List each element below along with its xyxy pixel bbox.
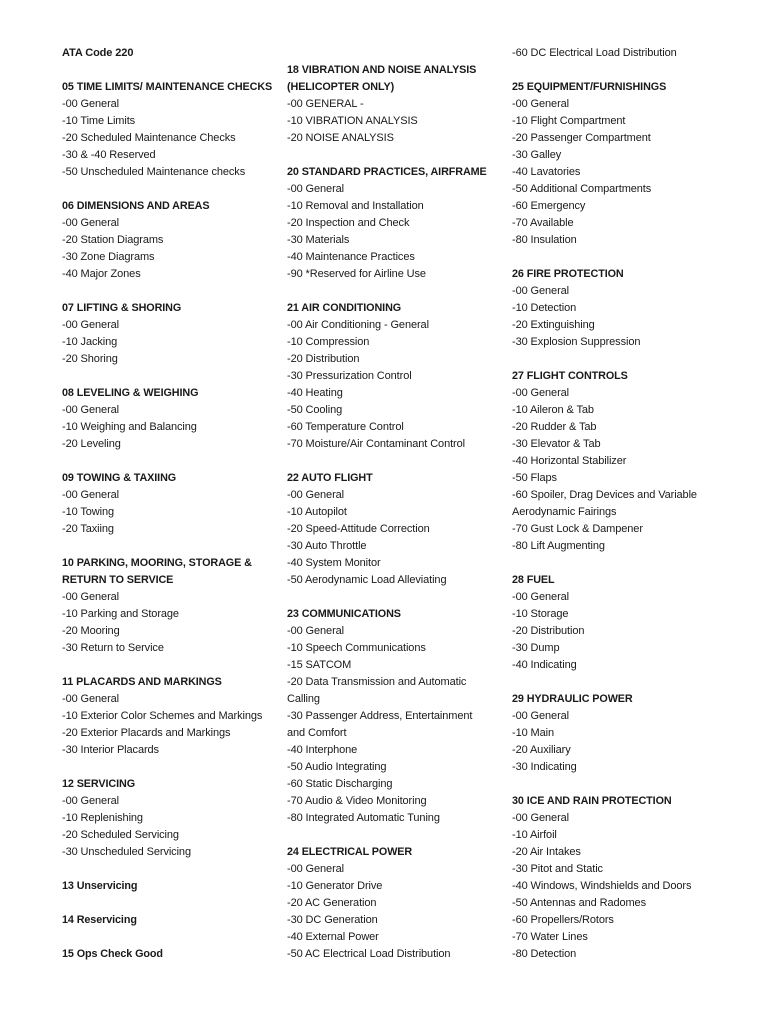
list-item: -60 Emergency [512, 200, 586, 212]
list-item: -10 Autopilot [287, 506, 347, 518]
list-item: -00 General [512, 591, 569, 603]
list-item: -20 Distribution [512, 625, 585, 637]
list-item: -70 Gust Lock & Dampener [512, 523, 643, 535]
list-item: -50 AC Electrical Load Distribution [287, 948, 451, 960]
section-heading: 24 ELECTRICAL POWER [287, 846, 413, 858]
section-heading: 15 Ops Check Good [62, 948, 163, 960]
section-heading: 18 VIBRATION AND NOISE ANALYSIS [287, 64, 477, 76]
list-item: -30 Dump [512, 642, 560, 654]
list-item: -20 Extinguishing [512, 319, 595, 331]
list-item: -20 Auxiliary [512, 744, 571, 756]
list-item: -50 Aerodynamic Load Alleviating [287, 574, 447, 586]
list-item: -40 Windows, Windshields and Doors [512, 880, 692, 892]
blank-line [287, 453, 502, 470]
list-item: -00 General [287, 863, 344, 875]
list-item: -20 Taxiing [62, 523, 114, 535]
list-item: -80 Lift Augmenting [512, 540, 605, 552]
blank-line [62, 759, 277, 776]
column-1 [62, 45, 277, 963]
blank-line [62, 453, 277, 470]
list-item: -40 Major Zones [62, 268, 141, 280]
list-item: -10 Time Limits [62, 115, 136, 127]
list-item: -10 Storage [512, 608, 569, 620]
list-item: -20 Leveling [62, 438, 121, 450]
list-item: -30 Elevator & Tab [512, 438, 601, 450]
list-item: -00 General [287, 183, 344, 195]
blank-line [62, 895, 277, 912]
section-heading: 14 Reservicing [62, 914, 137, 926]
list-item: -60 Propellers/Rotors [512, 914, 614, 926]
list-item: -00 General [62, 591, 119, 603]
list-item: -50 Audio Integrating [287, 761, 387, 773]
list-item: -10 Removal and Installation [287, 200, 424, 212]
blank-line [62, 283, 277, 300]
list-item: -40 Indicating [512, 659, 577, 671]
list-item: -30 Interior Placards [62, 744, 159, 756]
list-item: -10 Airfoil [512, 829, 557, 841]
section-heading: 30 ICE AND RAIN PROTECTION [512, 795, 672, 807]
blank-line [512, 776, 727, 793]
list-item: -30 Materials [287, 234, 350, 246]
list-item: -50 Additional Compartments [512, 183, 652, 195]
list-item: -00 General [512, 387, 569, 399]
list-item: -10 Exterior Color Schemes and Markings [62, 710, 263, 722]
list-item: -00 General [512, 812, 569, 824]
list-item: -20 Speed-Attitude Correction [287, 523, 430, 535]
list-item: -70 Water Lines [512, 931, 588, 943]
list-item: -40 Lavatories [512, 166, 581, 178]
blank-line [287, 827, 502, 844]
list-item: -30 Auto Throttle [287, 540, 367, 552]
section-heading: 10 PARKING, MOORING, STORAGE & [62, 557, 252, 569]
section-heading: 23 COMMUNICATIONS [287, 608, 401, 620]
list-item: -70 Available [512, 217, 574, 229]
list-item: -00 General [62, 98, 119, 110]
list-item: -10 Main [512, 727, 554, 739]
list-item: -40 External Power [287, 931, 379, 943]
list-item: -90 *Reserved for Airline Use [287, 268, 426, 280]
list-item: -10 Generator Drive [287, 880, 383, 892]
list-item: -20 Station Diagrams [62, 234, 164, 246]
list-item: -40 Maintenance Practices [287, 251, 415, 263]
column-2 [287, 45, 502, 963]
list-item: -20 Mooring [62, 625, 120, 637]
list-item: -00 General [287, 625, 344, 637]
document-title: ATA Code 220 [62, 47, 134, 59]
list-item: -60 Spoiler, Drag Devices and Variable [512, 489, 697, 501]
list-item: -30 DC Generation [287, 914, 378, 926]
list-item: -50 Cooling [287, 404, 343, 416]
list-item: -80 Detection [512, 948, 577, 960]
section-heading: RETURN TO SERVICE [62, 574, 174, 586]
section-heading: 22 AUTO FLIGHT [287, 472, 373, 484]
list-item: -00 General [62, 404, 119, 416]
blank-line [62, 181, 277, 198]
list-item: -30 Zone Diagrams [62, 251, 155, 263]
blank-line [62, 861, 277, 878]
section-heading: (HELICOPTER ONLY) [287, 81, 395, 93]
list-item: -30 Unscheduled Servicing [62, 846, 191, 858]
list-item: -00 General [512, 285, 569, 297]
list-item: and Comfort [287, 727, 347, 739]
section-heading: 26 FIRE PROTECTION [512, 268, 624, 280]
list-item: -10 Speech Communications [287, 642, 426, 654]
list-item: -20 Scheduled Servicing [62, 829, 179, 841]
list-item: -30 Return to Service [62, 642, 164, 654]
blank-line [62, 929, 277, 946]
list-item: -40 Interphone [287, 744, 358, 756]
section-heading: 07 LIFTING & SHORING [62, 302, 182, 314]
list-item: -50 Unscheduled Maintenance checks [62, 166, 246, 178]
list-item: -00 General [512, 710, 569, 722]
list-item: Calling [287, 693, 320, 705]
list-item: -10 Compression [287, 336, 370, 348]
list-item: -10 Towing [62, 506, 114, 518]
section-heading: 06 DIMENSIONS AND AREAS [62, 200, 210, 212]
list-item: -00 Air Conditioning - General [287, 319, 429, 331]
column-3 [512, 45, 727, 963]
blank-line [512, 674, 727, 691]
list-item: -20 Distribution [287, 353, 360, 365]
blank-line [512, 555, 727, 572]
list-item: Aerodynamic Fairings [512, 506, 617, 518]
list-item: -30 Pitot and Static [512, 863, 603, 875]
list-item: -10 Aileron & Tab [512, 404, 594, 416]
section-heading: 21 AIR CONDITIONING [287, 302, 402, 314]
list-item: -30 & -40 Reserved [62, 149, 156, 161]
list-item: -50 Flaps [512, 472, 557, 484]
list-item: -10 Jacking [62, 336, 118, 348]
section-heading: 28 FUEL [512, 574, 555, 586]
section-heading: 25 EQUIPMENT/FURNISHINGS [512, 81, 667, 93]
list-item: -10 Replenishing [62, 812, 143, 824]
list-item: -80 Insulation [512, 234, 577, 246]
section-heading: 20 STANDARD PRACTICES, AIRFRAME [287, 166, 487, 178]
section-heading: 11 PLACARDS AND MARKINGS [62, 676, 222, 688]
list-item: -10 Flight Compartment [512, 115, 626, 127]
list-item: -00 General [287, 489, 344, 501]
blank-line [512, 351, 727, 368]
list-item: -00 General [62, 319, 119, 331]
list-item: -15 SATCOM [287, 659, 352, 671]
list-item: -80 Integrated Automatic Tuning [287, 812, 440, 824]
section-heading: 05 TIME LIMITS/ MAINTENANCE CHECKS [62, 81, 273, 93]
list-item: -00 General [62, 795, 119, 807]
blank-line [287, 283, 502, 300]
list-item: -40 Horizontal Stabilizer [512, 455, 627, 467]
blank-line [287, 147, 502, 164]
list-item: -40 System Monitor [287, 557, 381, 569]
blank-line [62, 657, 277, 674]
list-item: -70 Moisture/Air Contaminant Control [287, 438, 465, 450]
list-item: -70 Audio & Video Monitoring [287, 795, 427, 807]
list-item: -00 General [62, 489, 119, 501]
list-item: -20 Air Intakes [512, 846, 581, 858]
section-heading: 29 HYDRAULIC POWER [512, 693, 633, 705]
list-item: -60 DC Electrical Load Distribution [512, 47, 677, 59]
list-item: -60 Temperature Control [287, 421, 404, 433]
blank-line [62, 62, 277, 79]
list-item: -30 Explosion Suppression [512, 336, 641, 348]
blank-line [287, 589, 502, 606]
section-heading: 13 Unservicing [62, 880, 138, 892]
section-heading: 12 SERVICING [62, 778, 136, 790]
blank-line [512, 249, 727, 266]
list-item: -30 Indicating [512, 761, 577, 773]
list-item: -20 Inspection and Check [287, 217, 410, 229]
blank-line [62, 368, 277, 385]
list-item: -30 Passenger Address, Entertainment [287, 710, 473, 722]
list-item: -10 Weighing and Balancing [62, 421, 197, 433]
list-item: -50 Antennas and Radomes [512, 897, 646, 909]
list-item: -60 Static Discharging [287, 778, 393, 790]
list-item: -20 Exterior Placards and Markings [62, 727, 231, 739]
list-item: -00 General [512, 98, 569, 110]
list-item: -20 Passenger Compartment [512, 132, 651, 144]
list-item: -20 Scheduled Maintenance Checks [62, 132, 236, 144]
list-item: -30 Pressurization Control [287, 370, 412, 382]
list-item: -20 NOISE ANALYSIS [287, 132, 394, 144]
blank-line [62, 538, 277, 555]
section-heading: 09 TOWING & TAXIING [62, 472, 177, 484]
list-item: -00 GENERAL - [287, 98, 364, 110]
list-item: -20 Rudder & Tab [512, 421, 597, 433]
list-item: -20 Shoring [62, 353, 118, 365]
list-item: -10 Parking and Storage [62, 608, 179, 620]
list-item: -10 VIBRATION ANALYSIS [287, 115, 418, 127]
list-item: -10 Detection [512, 302, 577, 314]
list-item: -00 General [62, 217, 119, 229]
list-item: -30 Galley [512, 149, 562, 161]
list-item: -40 Heating [287, 387, 343, 399]
section-heading: 08 LEVELING & WEIGHING [62, 387, 199, 399]
list-item: -20 Data Transmission and Automatic [287, 676, 467, 688]
list-item: -20 AC Generation [287, 897, 377, 909]
blank-line [512, 62, 727, 79]
list-item: -00 General [62, 693, 119, 705]
section-heading: 27 FLIGHT CONTROLS [512, 370, 628, 382]
blank-line [287, 45, 502, 62]
